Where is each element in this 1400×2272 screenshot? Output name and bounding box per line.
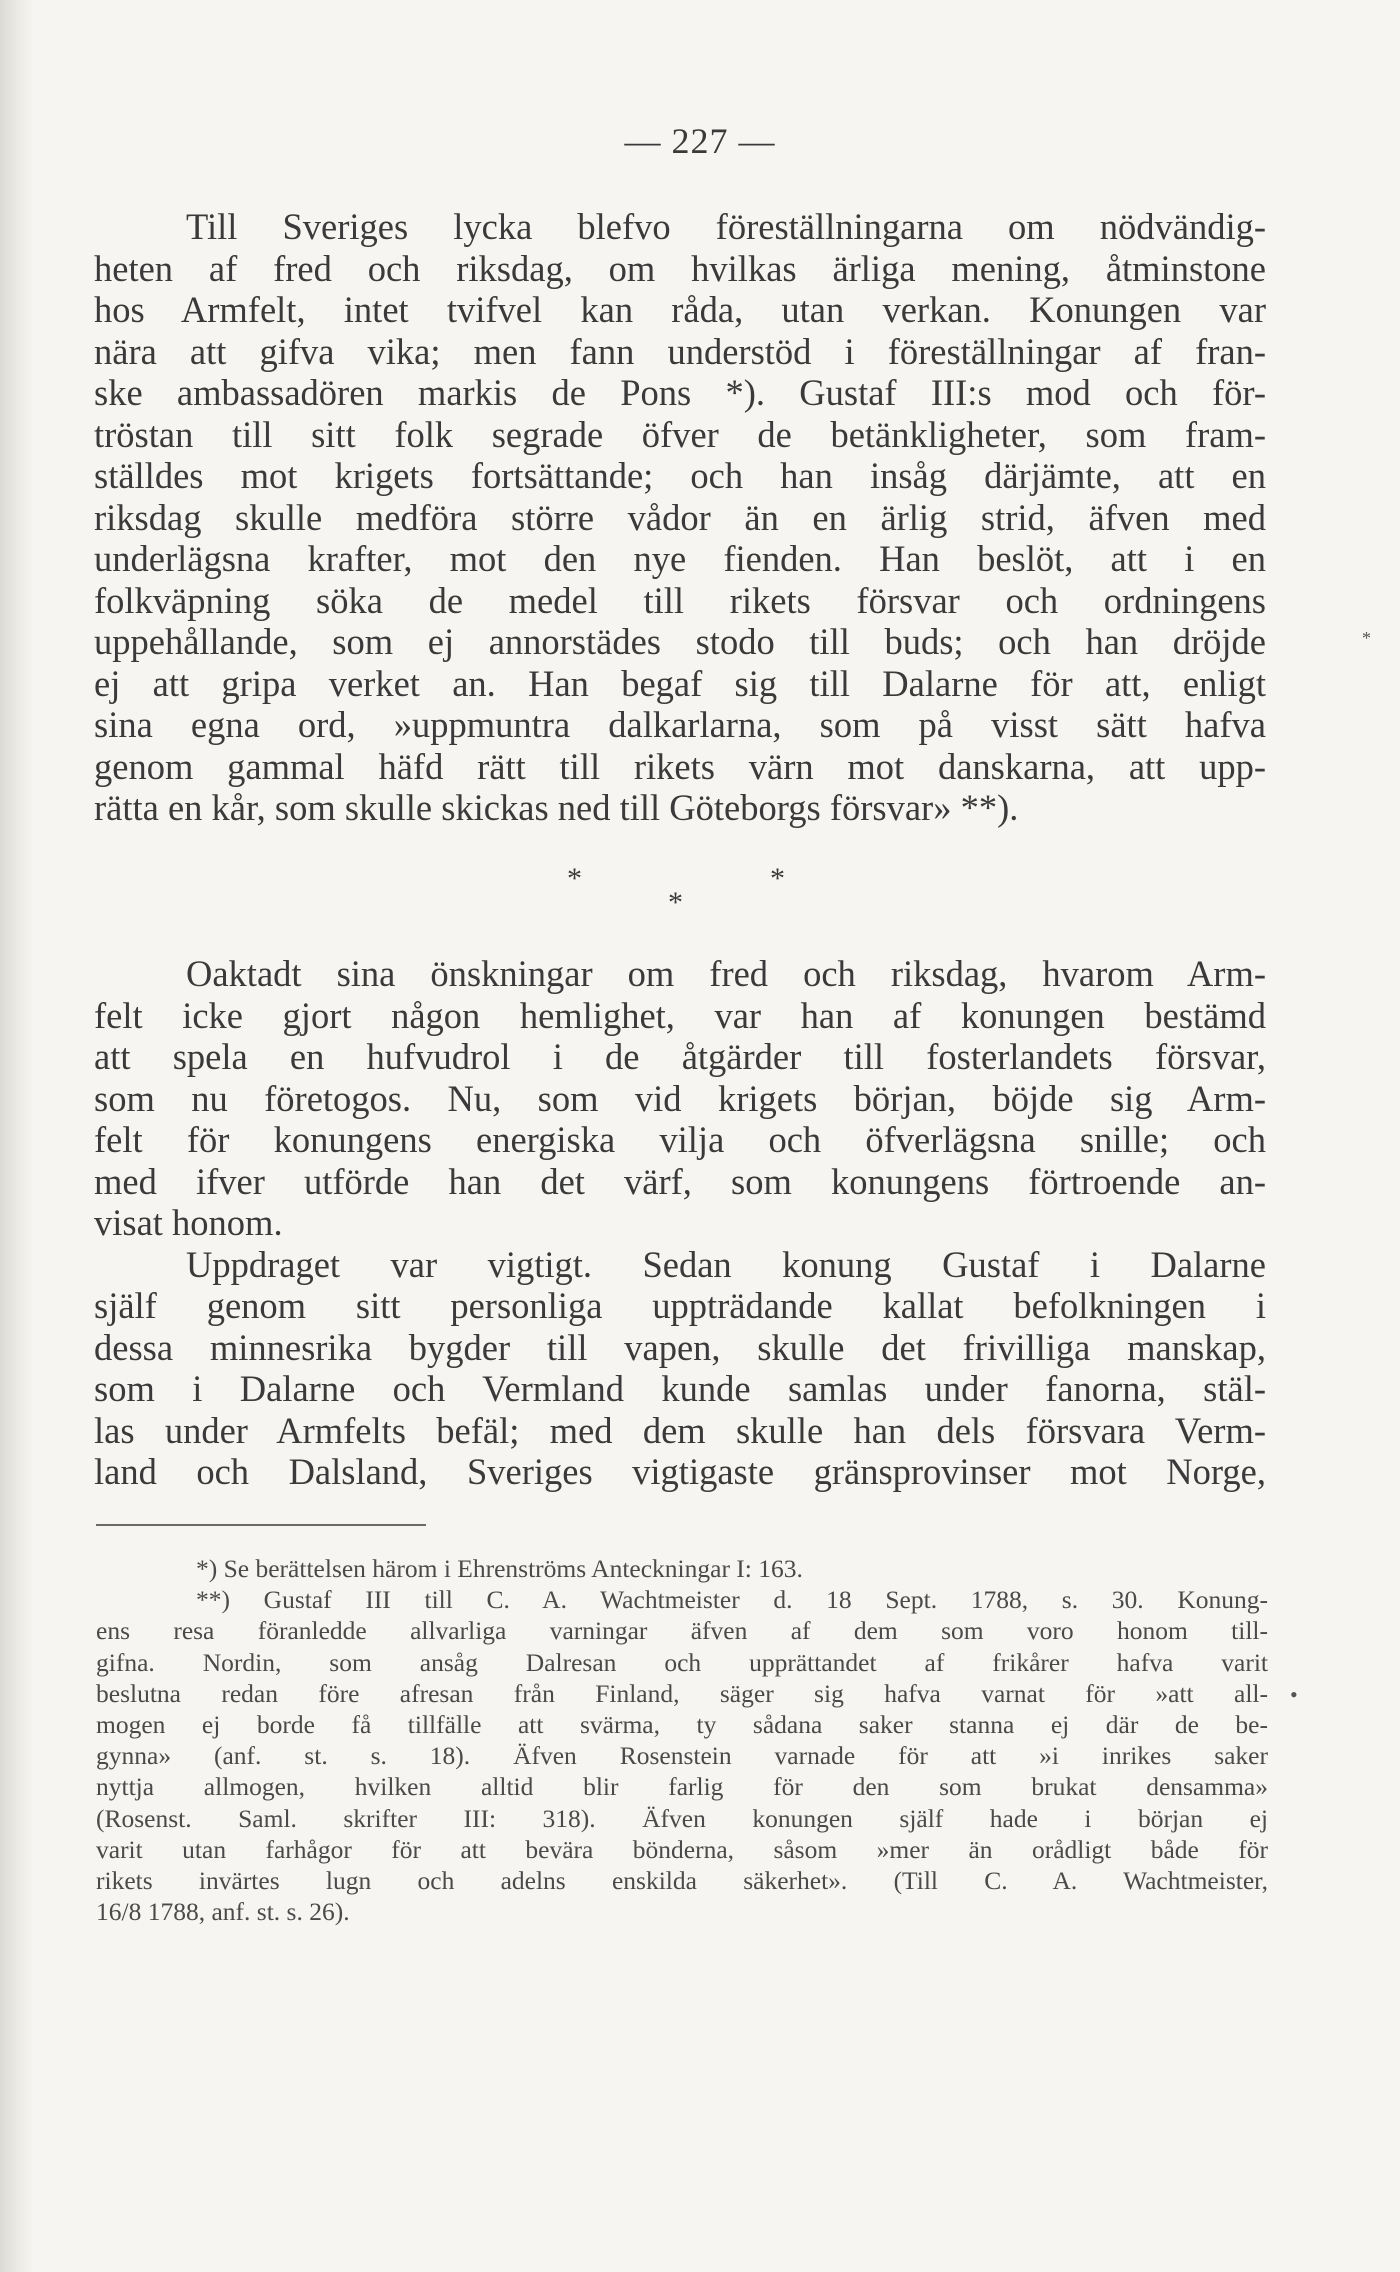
footnote-line: gifna. Nordin, som ansåg Dalresan och upprättandet af frikårer hafva varit <box>96 1647 1268 1677</box>
section-divider-asterism <box>0 862 1400 922</box>
text-line: genom gammal häfd rätt till rikets värn mot danskarna, att upp- <box>94 745 1266 787</box>
asterisk: * <box>567 862 582 895</box>
text-line: felt för konungens energiska vilja och öfverlägsna snille; och <box>94 1119 1266 1160</box>
footnote-line: *) Se berättelsen härom i Ehrenströms Anteckningar I: 163. <box>196 1554 803 1583</box>
section-1-text <box>94 206 1266 829</box>
text-line: visat honom. <box>94 1202 283 1243</box>
text-line: Till Sveriges lycka blefvo föreställningarna om nödvändig- <box>186 206 1266 247</box>
text-line: hos Armfelt, intet tvifvel kan råda, utan verkan. Konungen var <box>94 289 1266 330</box>
footnote-line: **) Gustaf III till C. A. Wachtmeister d. 18 Sept. 1788, s. 30. Konung- <box>196 1585 1268 1615</box>
footnote-line: varit utan farhågor för att bevära bönderna, såsom »mer än orådligt både för <box>96 1834 1268 1864</box>
text-line: nära att gifva vika; men fann understöd i föreställningar af fran- <box>94 330 1266 372</box>
text-line: Oaktadt sina önskningar om fred och riksdag, hvarom Arm- <box>186 953 1266 994</box>
text-line: heten af fred och riksdag, om hvilkas ärliga mening, åtminstone <box>94 247 1266 289</box>
text-line: som nu företogos. Nu, som vid krigets början, böjde sig Arm- <box>94 1077 1266 1119</box>
asterisk: * <box>770 862 785 895</box>
text-line: rätta en kår, som skulle skickas ned till Göteborgs försvar» **). <box>94 787 1019 828</box>
text-line: Uppdraget var vigtigt. Sedan konung Gustaf i Dalarne <box>186 1243 1266 1285</box>
page-edge-shadow <box>0 0 34 2272</box>
footnotes <box>96 1553 1268 1927</box>
footnote-line: gynna» (anf. st. s. 18). Äfven Rosenstein varnade för att »i inrikes saker <box>96 1741 1268 1771</box>
footnote-rule <box>96 1524 426 1526</box>
text-line: land och Dalsland, Sveriges vigtigaste gränsprovinser mot Norge, <box>94 1451 1266 1492</box>
text-line: dessa minnesrika bygder till vapen, skulle det frivilliga manskap, <box>94 1326 1266 1368</box>
text-line: felt icke gjort någon hemlighet, var han af konungen bestämd <box>94 994 1266 1036</box>
footnote-line: rikets invärtes lugn och adelns enskilda säkerhet». (Till C. A. Wachtmeister, <box>96 1865 1268 1895</box>
text-line: som i Dalarne och Vermland kunde samlas under fanorna, stäl- <box>94 1368 1266 1409</box>
footnote-line: mogen ej borde få tillfälle att svärma, ty sådana saker stanna ej där de be- <box>96 1709 1268 1739</box>
footnote-line: nyttja allmogen, hvilken alltid blir farlig för den som brukat densamma» <box>96 1772 1268 1802</box>
text-line: las under Armfelts befäl; med dem skulle han dels försvara Verm- <box>94 1409 1266 1451</box>
footnote-line: ens resa föranledde allvarliga varningar äfven af dem som voro honom till- <box>96 1616 1268 1646</box>
text-line: ej att gripa verket an. Han begaf sig till Dalarne för att, enligt <box>94 662 1266 704</box>
text-line: själf genom sitt personliga uppträdande kallat befolkningen i <box>94 1285 1266 1326</box>
margin-asterisk-mark: * <box>1362 628 1371 648</box>
text-line: riksdag skulle medföra större vådor än en ärlig strid, äfven med <box>94 496 1266 538</box>
text-line: folkväpning söka de medel till rikets försvar och ordningens <box>94 579 1266 621</box>
margin-dot-mark: • <box>1290 1682 1298 1707</box>
page-number: — 227 — <box>624 121 776 161</box>
text-line: uppehållande, som ej annorstädes stodo till buds; och han dröjde <box>94 621 1266 662</box>
section-2-text <box>94 953 1266 1493</box>
text-line: med ifver utförde han det värf, som konungens förtroende an- <box>94 1160 1266 1202</box>
footnote-line: beslutna redan före afresan från Finland, säger sig hafva varnat för »att all- <box>96 1678 1268 1708</box>
footnote-line: 16/8 1788, anf. st. s. 26). <box>96 1897 350 1927</box>
text-line: ske ambassadören markis de Pons *). Gustaf III:s mod och för- <box>94 372 1266 413</box>
text-line: sina egna ord, »uppmuntra dalkarlarna, som på visst sätt hafva <box>94 704 1266 745</box>
text-line: tröstan till sitt folk segrade öfver de betänkligheter, som fram- <box>94 413 1266 455</box>
asterisk: * <box>668 886 683 919</box>
text-line: att spela en hufvudrol i de åtgärder till fosterlandets försvar, <box>94 1036 1266 1077</box>
footnote-line: (Rosenst. Saml. skrifter III: 318). Äfven konungen själf hade i början ej <box>96 1803 1268 1833</box>
text-line: underlägsna krafter, mot den nye fienden. Han beslöt, att i en <box>94 538 1266 579</box>
text-line: ställdes mot krigets fortsättande; och han insåg därjämte, att en <box>94 455 1266 496</box>
